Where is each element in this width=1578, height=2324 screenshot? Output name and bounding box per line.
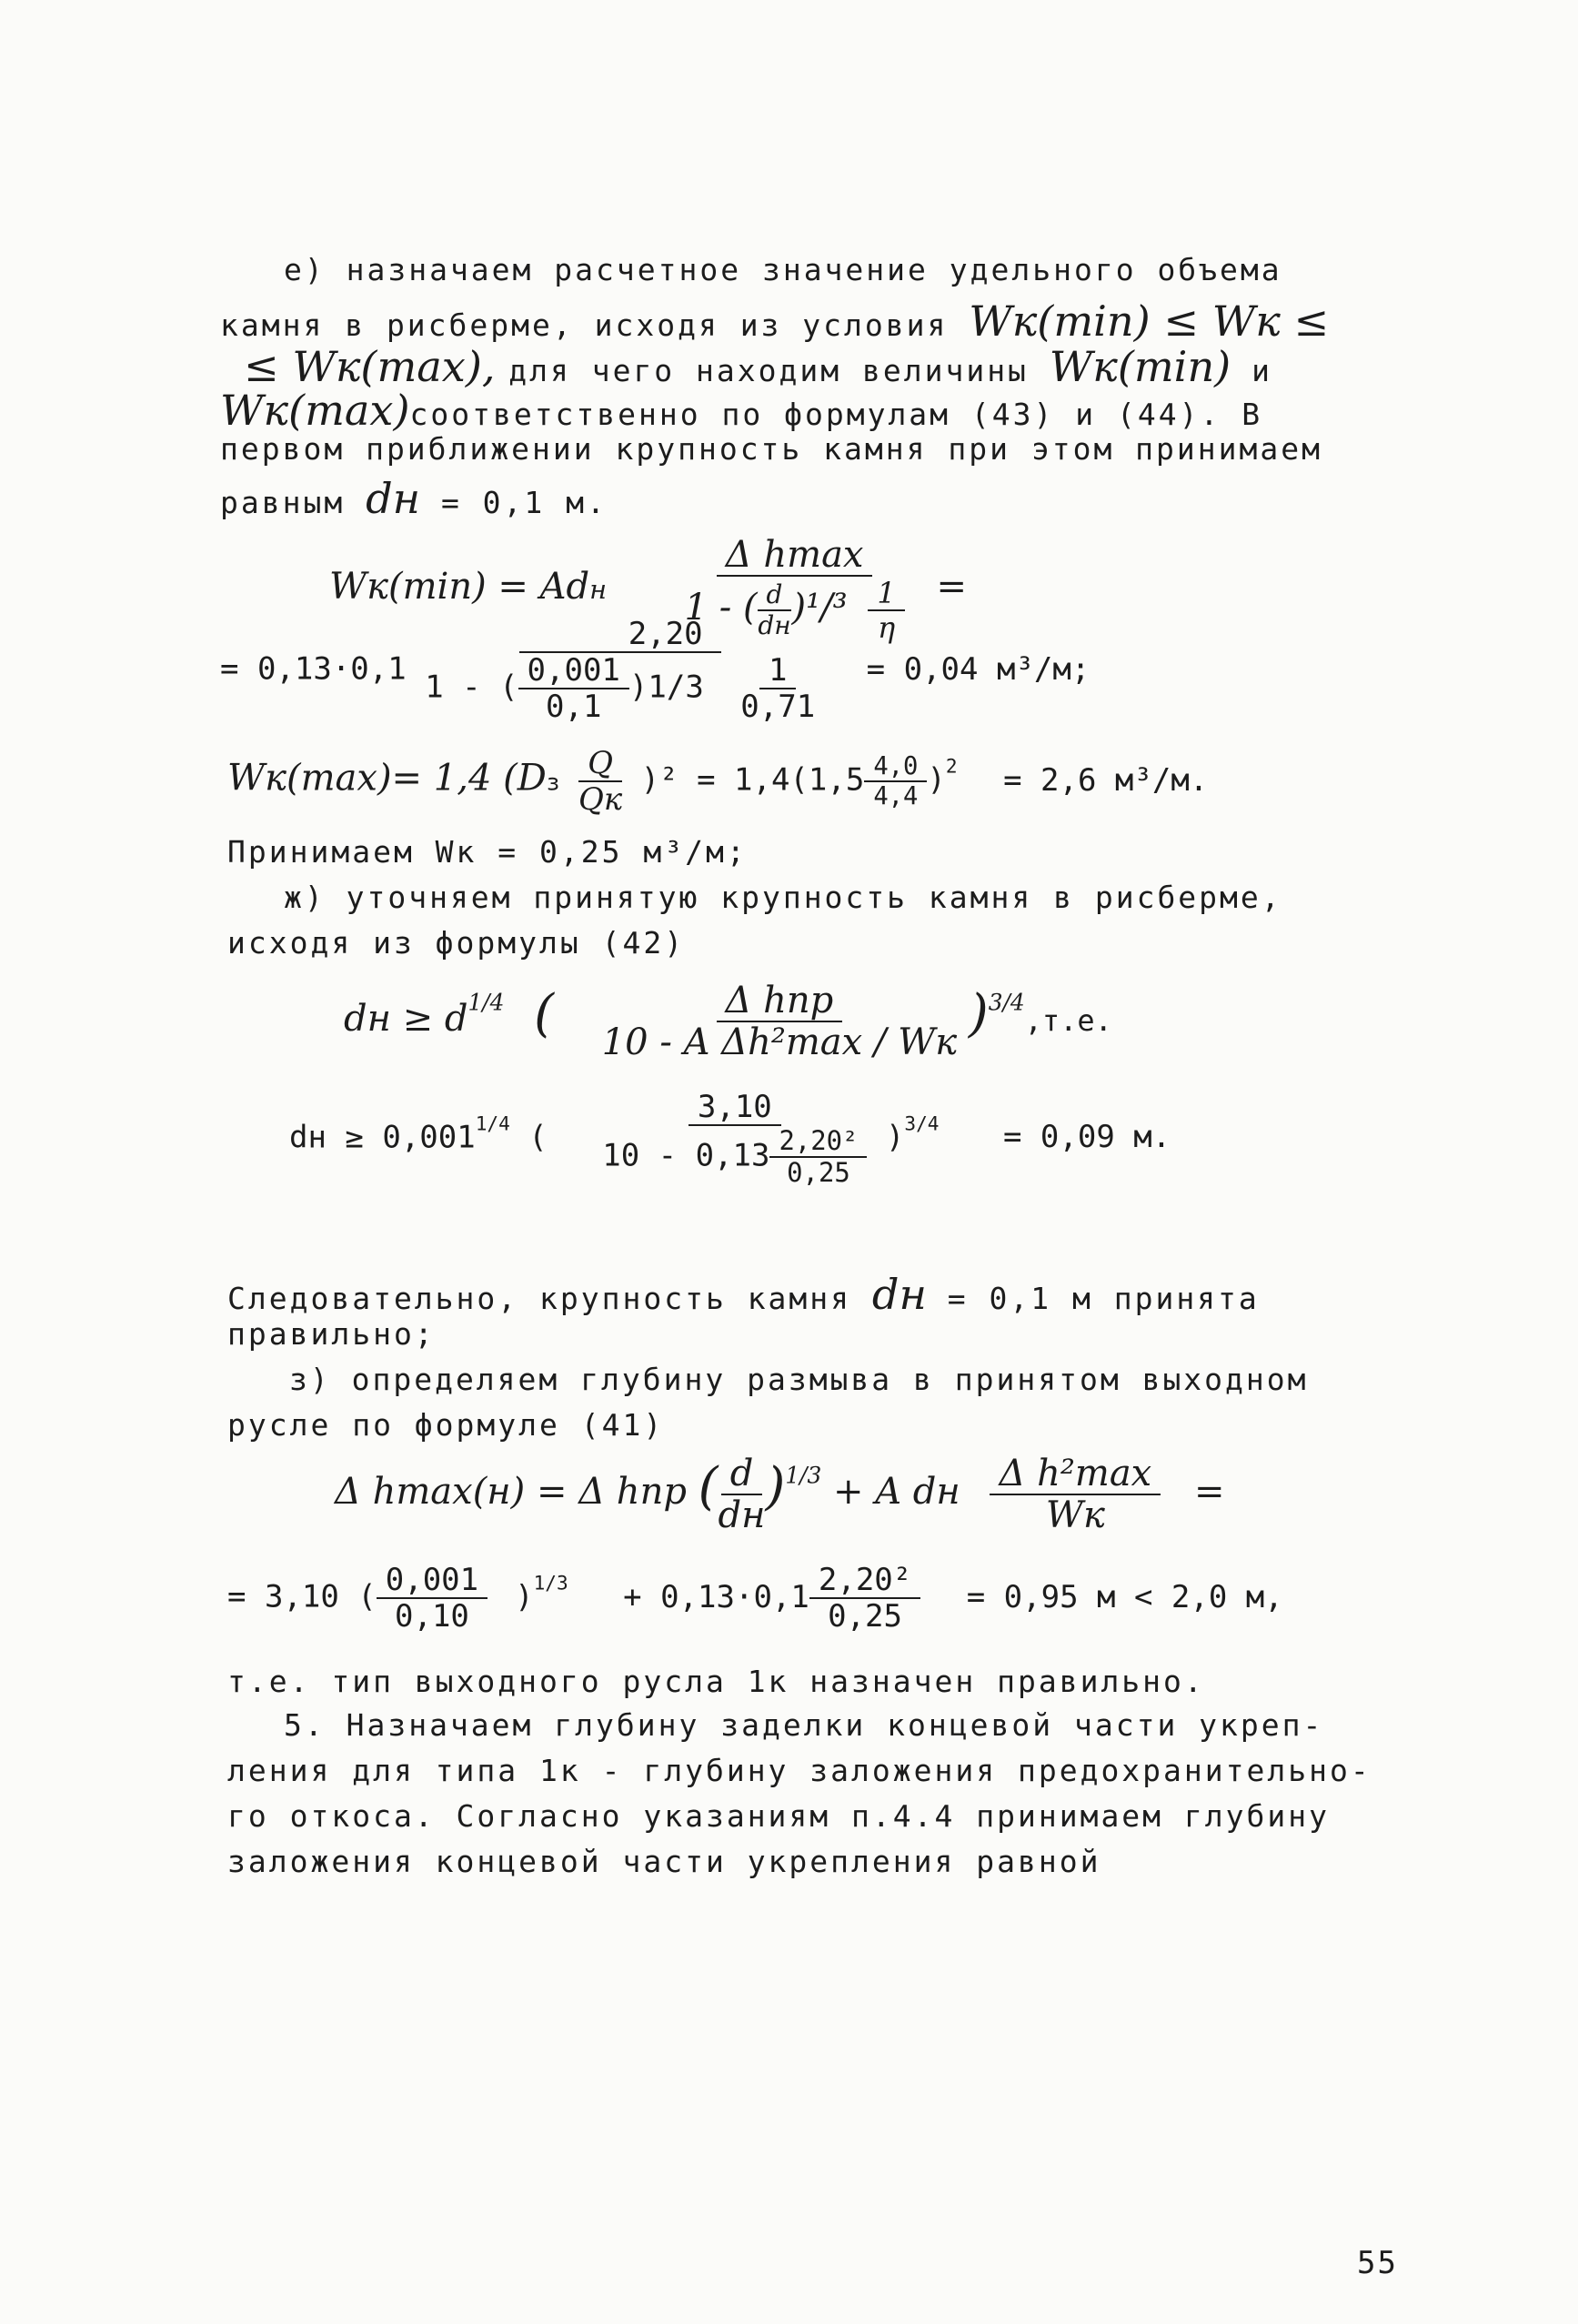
text-line: русле по формуле (41): [227, 1407, 665, 1443]
handwritten-expression: Wк(min): [1049, 342, 1231, 391]
text-line: ления для типа 1к - глубину заложения предохранительно-: [227, 1753, 1372, 1788]
formula-text: Wк(max)= 1,4 (D: [227, 757, 547, 800]
text-line: [220, 474, 608, 523]
formula-text: = 0,13·0,1: [220, 650, 407, 688]
formula-text: Wк(min) = Ad: [329, 566, 590, 608]
text-line: ж) уточняем принятую крупность камня в рисберме,: [284, 880, 1282, 915]
text-line: е) назначаем расчетное значение удельного объема: [284, 252, 1282, 287]
handwritten-expression: Wк(max): [220, 386, 410, 435]
formula-result: = 2,6 м³/м.: [1003, 761, 1209, 799]
text-span: и: [1231, 353, 1272, 388]
formula-fraction: Δ hmax 1 - ( $\frac{d}{dн}$ )¹/³ $\frac{1}{\eta}$: [685, 537, 905, 642]
page-number: 55: [1357, 2245, 1398, 2281]
formula-result: = 0,09 м.: [1002, 1119, 1171, 1156]
text-span: камня в рисберме, исходя из условия: [220, 307, 970, 343]
text-line: 5. Назначаем глубину заделки концевой части укреп-: [284, 1707, 1324, 1743]
text-line: заложения концевой части укрепления равной: [227, 1844, 1101, 1879]
formula-result: = 0,04 м³/м;: [866, 650, 1091, 688]
handwritten-expression: dн: [366, 474, 421, 523]
formula-hmax-numeric: = 3,10 ( $\frac{0,001}{0,10}$ )$^{1/3}$ + 0,13·0,1 $\frac{\text{2,20²}}{0,25}$ = 0,95 м < 2,0 м,: [227, 1562, 1283, 1635]
handwritten-expression: Wк(min) ≤ Wк ≤: [969, 297, 1330, 346]
text-span: = 0,1 м.: [420, 485, 608, 520]
text-line: т.е. тип выходного русла 1к назначен правильно.: [227, 1664, 1205, 1699]
handwritten-expression: ≤ Wк(max),: [244, 342, 509, 391]
formula-hmax-symbolic: Δ hmax(н) = Δ hпр ( $\frac{d}{dн}$ )$^{1/3}$ + A dн $\frac{\text{Δ h²max}}{Wк}$ =: [335, 1453, 1225, 1536]
formula-fraction: 2,20 1 - ( $\frac{0,001}{0,1}$ )1/3 $\frac{1}{0,71}$: [425, 616, 816, 725]
formula-result: = 0,95 м < 2,0 м,: [966, 1578, 1283, 1615]
text-line: Принимаем Wк = 0,25 м³/м;: [227, 834, 748, 870]
formula-wmin-numeric: [220, 616, 1091, 725]
formula-dh-numeric: dн ≥ $0,001^{1/4}$ ( 3,10 10 - 0,13 $\frac{\text{2,20²}}{0,25}$ )$^{3/4}$ = 0,09 м.: [289, 1089, 1171, 1188]
text-line: Следовательно, крупность камня dн = 0,1 м принята: [227, 1270, 1260, 1319]
formula-wmax: Wк(max)= 1,4 (Dз $\frac{Q}{Qк}$ )² = 1,4(1,5 $\frac{4,0}{4,4}$ )$^2$ = 2,6 м³/м.: [227, 745, 1209, 818]
text-line: го откоса. Согласно указаниям п.4.4 принимаем глубину: [227, 1798, 1330, 1834]
text-line: [220, 386, 1263, 435]
text-line: первом приближении крупность камня при этом принимаем: [220, 431, 1322, 467]
text-line: правильно;: [227, 1316, 436, 1352]
text-span: равным: [220, 485, 367, 520]
text-line: [244, 342, 1272, 391]
text-span: соответственно по формулам (43) и (44). В: [409, 397, 1263, 432]
text-span: для чего находим величины: [508, 353, 1050, 388]
formula-text: =: [936, 566, 967, 608]
formula-subscript: н: [589, 574, 608, 605]
text-line: исходя из формулы (42): [227, 925, 686, 961]
formula-dh-symbolic: dн ≥ $d^{1/4}$ ( $\frac{\text{Δ hпр}}{\text{10 - A Δh²max / Wк}}$ )$^{3/4}$,т.е.: [344, 980, 1112, 1063]
text-line: з) определяем глубину размыва в принятом выходном: [289, 1362, 1309, 1397]
text-line: [220, 297, 1330, 346]
